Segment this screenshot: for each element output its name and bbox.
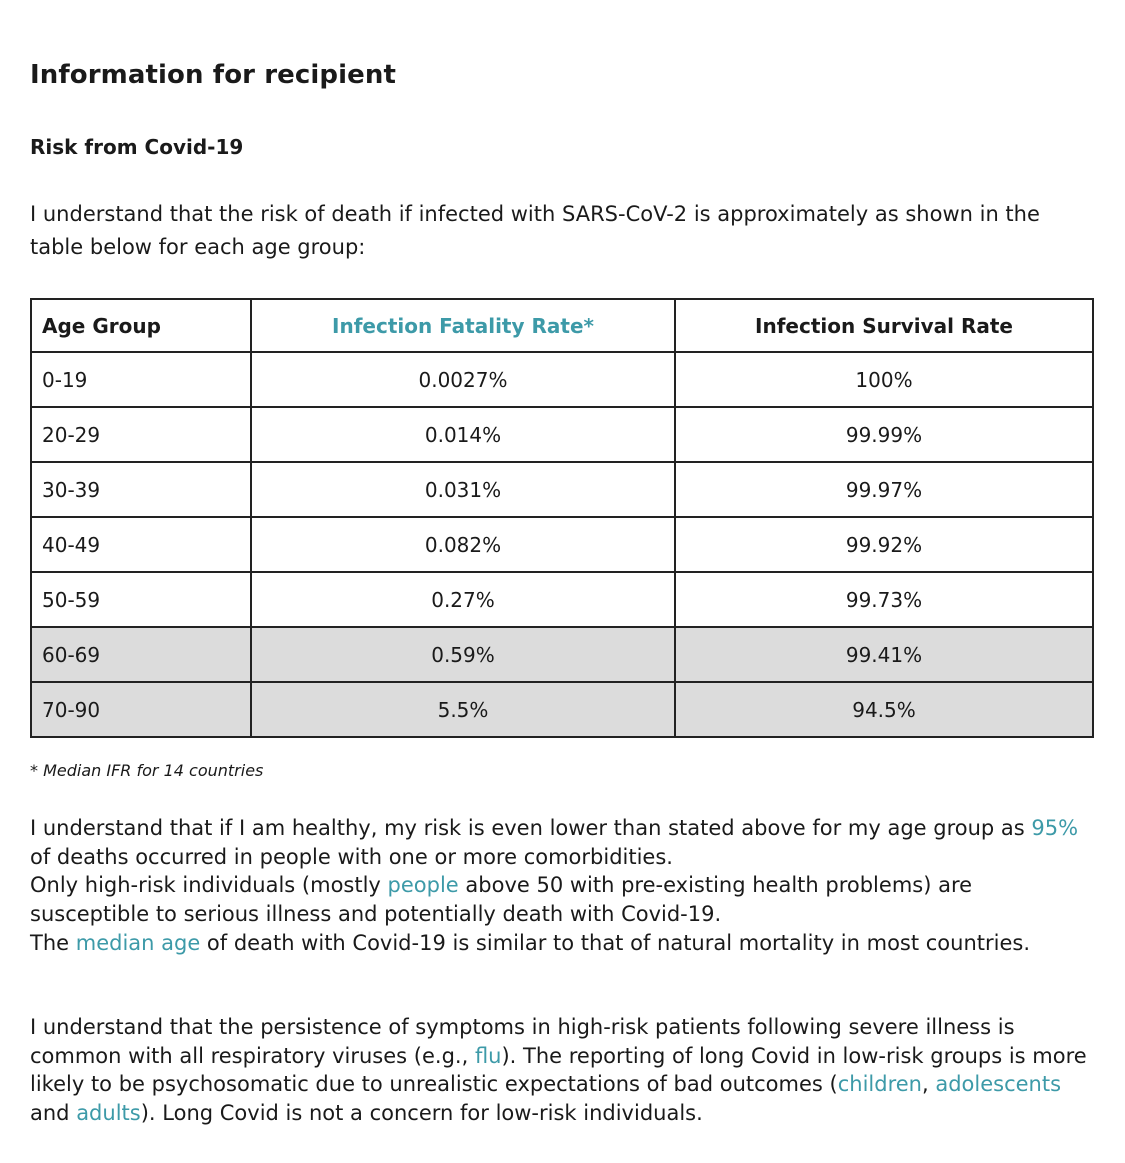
link-adolescents[interactable]: adolescents (935, 1072, 1062, 1097)
fatality-rate-cell: 0.082% (251, 517, 675, 572)
intro-paragraph: I understand that the risk of death if infected with SARS-CoV-2 is approximately as shown in the table below for each age group: (30, 202, 1040, 259)
link-median-age[interactable]: median age (75, 930, 201, 955)
table-footnote: * Median IFR for 14 countries (30, 761, 264, 780)
table-row (31, 352, 1093, 407)
age-group-cell: 20-29 (31, 407, 251, 462)
table-row (31, 462, 1093, 517)
survival-rate-cell: 94.5% (675, 682, 1093, 737)
age-group-cell: 40-49 (31, 517, 251, 572)
survival-rate-cell: 99.97% (675, 462, 1093, 517)
fatality-rate-cell: 0.0027% (251, 352, 675, 407)
paragraph-text: I understand that the persistence of symptoms in high-risk patients following severe illness is common with all respiratory viruses (e.g., (30, 1015, 1015, 1068)
survival-rate-cell: 99.92% (675, 517, 1093, 572)
table-header-row (31, 299, 1093, 352)
age-group-cell: 30-39 (31, 462, 251, 517)
header-age-group: Age Group (31, 299, 251, 352)
fatality-rate-cell: 5.5% (251, 682, 675, 737)
long-covid-paragraph (30, 1013, 1095, 1128)
link-flu[interactable]: flu (474, 1043, 502, 1068)
paragraph-text: ). The reporting of long Covid in low-risk groups is more likely to be psychosomatic due to unrealistic expectations of bad outcomes ( (30, 1043, 1087, 1097)
page-title: Information for recipient (30, 60, 397, 90)
fatality-rate-table (30, 298, 1094, 738)
table-row-highlighted (31, 627, 1093, 682)
fatality-rate-cell: 0.27% (251, 572, 675, 627)
paragraph-text: above 50 with pre-existing health problems) are susceptible to serious illness and potentially death with Covid-19. (30, 873, 973, 927)
age-group-cell: 60-69 (31, 627, 251, 682)
survival-rate-cell: 99.41% (675, 627, 1093, 682)
fatality-rate-cell: 0.014% (251, 407, 675, 462)
age-group-cell: 0-19 (31, 352, 251, 407)
healthy-risk-paragraph (30, 814, 1095, 958)
link-adults[interactable]: adults (76, 1101, 141, 1126)
paragraph-text: , (921, 1072, 936, 1097)
survival-rate-cell: 99.73% (675, 572, 1093, 627)
link-95-percent[interactable]: 95% (1031, 816, 1079, 840)
table-row (31, 517, 1093, 572)
survival-rate-cell: 100% (675, 352, 1093, 407)
table-row-highlighted (31, 682, 1093, 737)
fatality-rate-cell: 0.59% (251, 627, 675, 682)
section-heading: Risk from Covid-19 (30, 135, 244, 159)
header-infection-fatality-rate[interactable]: Infection Fatality Rate* (251, 299, 675, 352)
survival-rate-cell: 99.99% (675, 407, 1093, 462)
table-row (31, 572, 1093, 627)
link-children[interactable]: children (837, 1072, 922, 1097)
header-infection-survival-rate: Infection Survival Rate (675, 299, 1093, 352)
paragraph-text: ). Long Covid is not a concern for low-risk individuals. (140, 1101, 703, 1126)
fatality-rate-cell: 0.031% (251, 462, 675, 517)
paragraph-text: of death with Covid-19 is similar to that of natural mortality in most countries. (200, 930, 1031, 955)
age-group-cell: 70-90 (31, 682, 251, 737)
paragraph-text: I understand that if I am healthy, my risk is even lower than stated above for my age group as (30, 816, 1032, 840)
paragraph-text: and (30, 1101, 77, 1126)
paragraph-text: of deaths occurred in people with one or more comorbidities. (30, 844, 673, 869)
paragraph-text: The (30, 930, 76, 955)
paragraph-text: Only high-risk individuals (mostly (30, 873, 388, 898)
age-group-cell: 50-59 (31, 572, 251, 627)
table-row (31, 407, 1093, 462)
link-people[interactable]: people (387, 873, 459, 898)
